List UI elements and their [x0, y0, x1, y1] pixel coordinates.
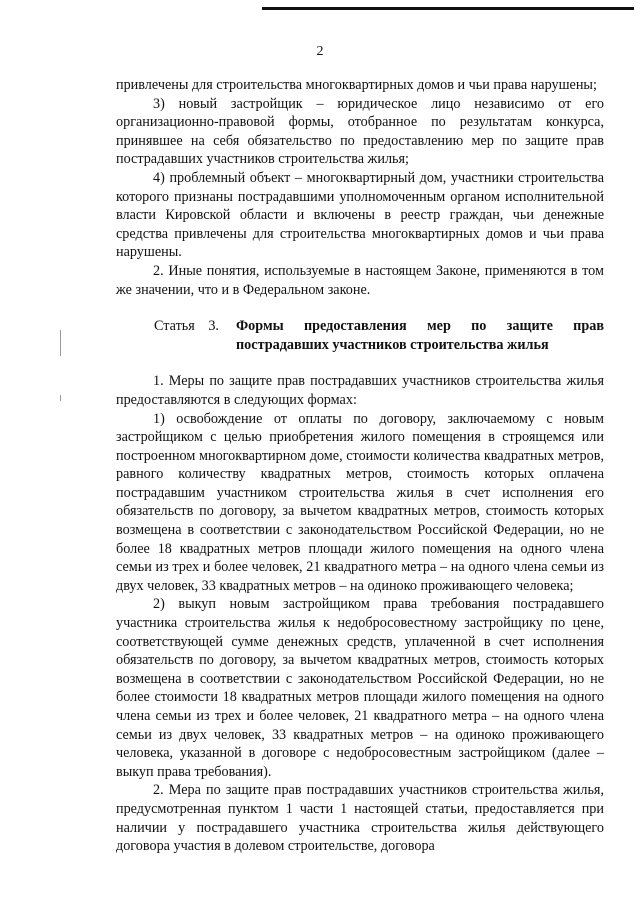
paragraph: 2) выкуп новым застройщиком права требования пострадавшего участника строительства жилья к недобросовестному застройщику по цене, соответствующей сумме денежных средств, уплаченной в счет исполнения обязательств по договору, за вычетом квадратных метров, стоимость которых возмещена в соответствии с законодательством Российской Федерации, но не более стоимости 18 квадратных метров площади жилого помещения на одного члена семьи из трех и более человек, 21 квадратного метра – на одного члена семьи из двух человек, 33 квадратных метров – на одиноко проживающего человека, указанной в договоре с недобросовестным застройщиком (далее – выкуп права требования). — [116, 596, 604, 780]
spacer — [116, 299, 604, 317]
paragraph: 3) новый застройщик – юридическое лицо независимо от его организационно-правовой формы, отобранное по результатам конкурса, принявшее на себя обязательство по предоставлению мер по защите прав пострадавших участников строительства жилья; — [116, 95, 604, 168]
scan-margin-mark — [60, 395, 61, 401]
paragraph: 1) освобождение от оплаты по договору, заключаемому с новым застройщиком с целью приобретения жилого помещения в строящемся или построенном многоквартирном доме, стоимости количества квадратных метров, равного количеству квадратных метров, стоимость которых оплачена пострадавшим участником строительства жилья в счет исполнения его обязательств по договору, за вычетом квадратных метров, стоимость которых возмещена в соответствии с законодательством Российской Федерации, но не более 18 квадратных метров площади жилого помещения на одного члена семьи из трех и более человек, 21 квадратного метра – на одного члена семьи из двух человек, 33 квадратных метров – на одиноко проживающего человека; — [116, 410, 604, 594]
page-number: 2 — [316, 44, 324, 59]
paragraph: привлечены для строительства многоквартирных домов и чьи права нарушены; — [116, 77, 597, 93]
article-heading — [116, 317, 604, 354]
scan-margin-mark — [60, 330, 61, 356]
article-title: Формы предоставления мер по защите прав пострадавших участников строительства жилья — [236, 318, 604, 353]
document-body — [116, 76, 604, 856]
header-rule — [262, 7, 634, 10]
paragraph: 2. Иные понятия, используемые в настоящем Законе, применяются в том же значении, что и в Федеральном законе. — [116, 262, 604, 298]
paragraph: 1. Меры по защите прав пострадавших участников строительства жилья предоставляются в следующих формах: — [116, 373, 604, 408]
paragraph: 4) проблемный объект – многоквартирный дом, участники строительства которого признаны пострадавшими уполномоченным органом исполнительной власти Кировской области и включены в реестр граждан, чьи денежные средства привлечены для строительства многоквартирных домов и чьи права нарушены. — [116, 169, 604, 261]
article-label: Статья 3. — [154, 318, 219, 335]
paragraph: 2. Мера по защите прав пострадавших участников строительства жилья, предусмотренная пунктом 1 части 1 настоящей статьи, предоставляется при наличии у пострадавшего участника строительства жилья действующего договора участия в долевом строительстве, договора — [116, 782, 604, 855]
spacer — [116, 354, 604, 372]
